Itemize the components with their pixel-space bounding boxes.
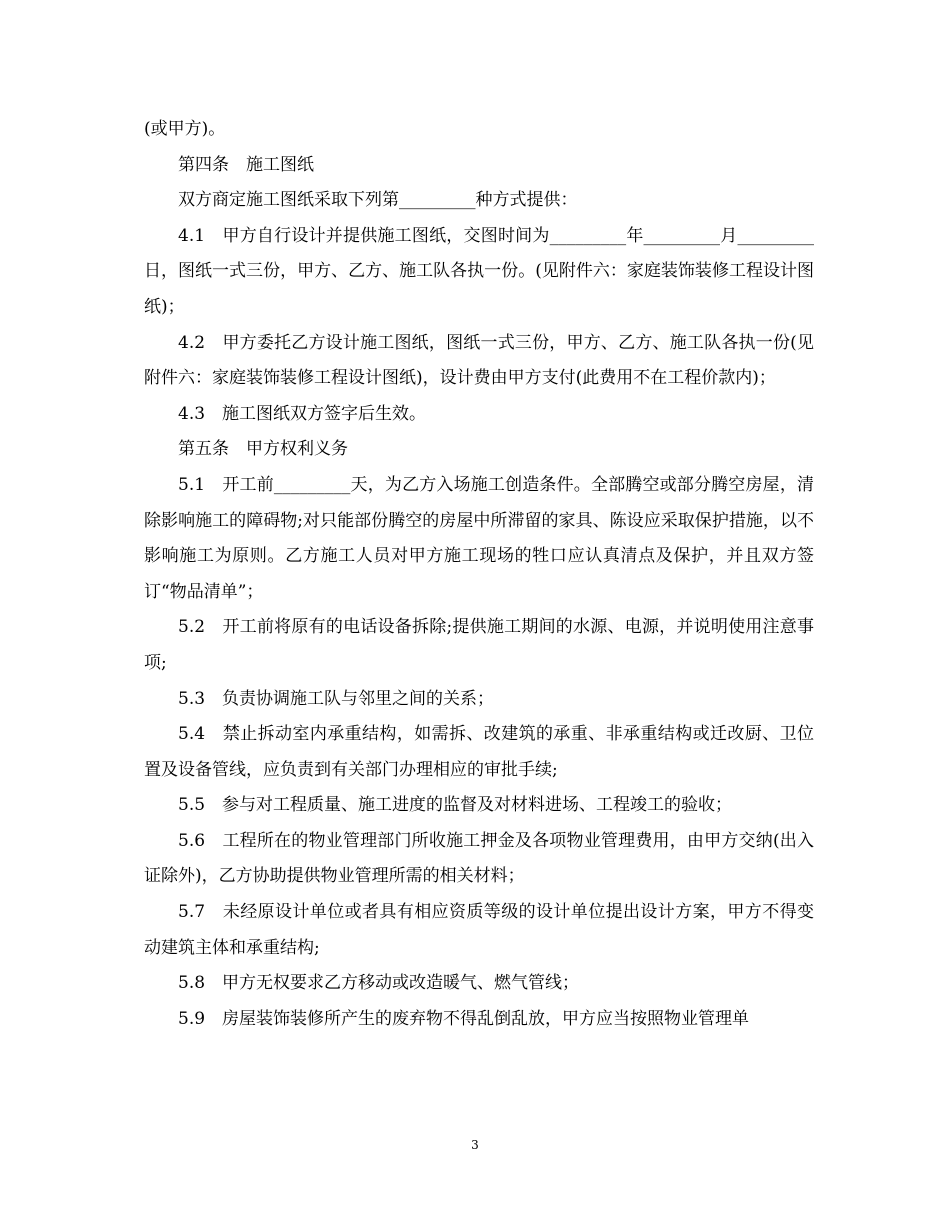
- contract-body: [144, 112, 814, 1037]
- contract-paragraph: 4.2 甲方委托乙方设计施工图纸，图纸一式三份，甲方、乙方、施工队各执一份(见附件六：家庭装饰装修工程设计图纸)，设计费由甲方支付(此费用不在工程价款内)；: [144, 332, 814, 389]
- contract-paragraph: 5.6 工程所在的物业管理部门所收施工押金及各项物业管理费用，由甲方交纳(出入证除外)，乙方协助提供物业管理所需的相关材料；: [144, 830, 814, 887]
- contract-paragraph: 5.1 开工前_________天，为乙方入场施工创造条件。全部腾空或部分腾空房屋，清除影响施工的障碍物;对只能部份腾空的房屋中所滞留的家具、陈设应采取保护措施，以不影响施工为原则。乙方施工人员对甲方施工现场的牲口应认真清点及保护，并且双方签订“物品清单”；: [144, 474, 814, 602]
- contract-paragraph: 5.8 甲方无权要求乙方移动或改造暖气、燃气管线；: [178, 973, 580, 994]
- contract-paragraph: 5.2 开工前将原有的电话设备拆除;提供施工期间的水源、电源，并说明使用注意事项;: [144, 617, 814, 673]
- contract-paragraph: 4.1 甲方自行设计并提供施工图纸，交图时间为_________年_________月_________日，图纸一式三份，甲方、乙方、施工队各执一份。(见附件六：家庭装饰装修工程设计图纸)；: [144, 225, 814, 317]
- contract-paragraph: 双方商定施工图纸采取下列第_________种方式提供：: [178, 190, 578, 211]
- contract-paragraph: 5.5 参与对工程质量、施工进度的监督及对材料进场、工程竣工的验收；: [178, 795, 733, 816]
- contract-paragraph: 5.9 房屋装饰装修所产生的废弃物不得乱倒乱放，甲方应当按照物业管理单: [178, 1008, 750, 1029]
- contract-paragraph: 5.4 禁止拆动室内承重结构，如需拆、改建筑的承重、非承重结构或迁改厨、卫位置及设备管线，应负责到有关部门办理相应的审批手续;: [144, 724, 814, 780]
- contract-paragraph: 第五条 甲方权利义务: [178, 439, 348, 460]
- page-number: 3: [471, 1138, 479, 1152]
- contract-paragraph: 第四条 施工图纸: [178, 154, 314, 175]
- contract-paragraph: 5.3 负责协调施工队与邻里之间的关系；: [178, 688, 495, 709]
- contract-paragraph: 5.7 未经原设计单位或者具有相应资质等级的设计单位提出设计方案，甲方不得变动建筑主体和承重结构;: [144, 902, 814, 958]
- contract-paragraph: 4.3 施工图纸双方签字后生效。: [178, 403, 427, 424]
- contract-paragraph: (或甲方)。: [144, 119, 226, 139]
